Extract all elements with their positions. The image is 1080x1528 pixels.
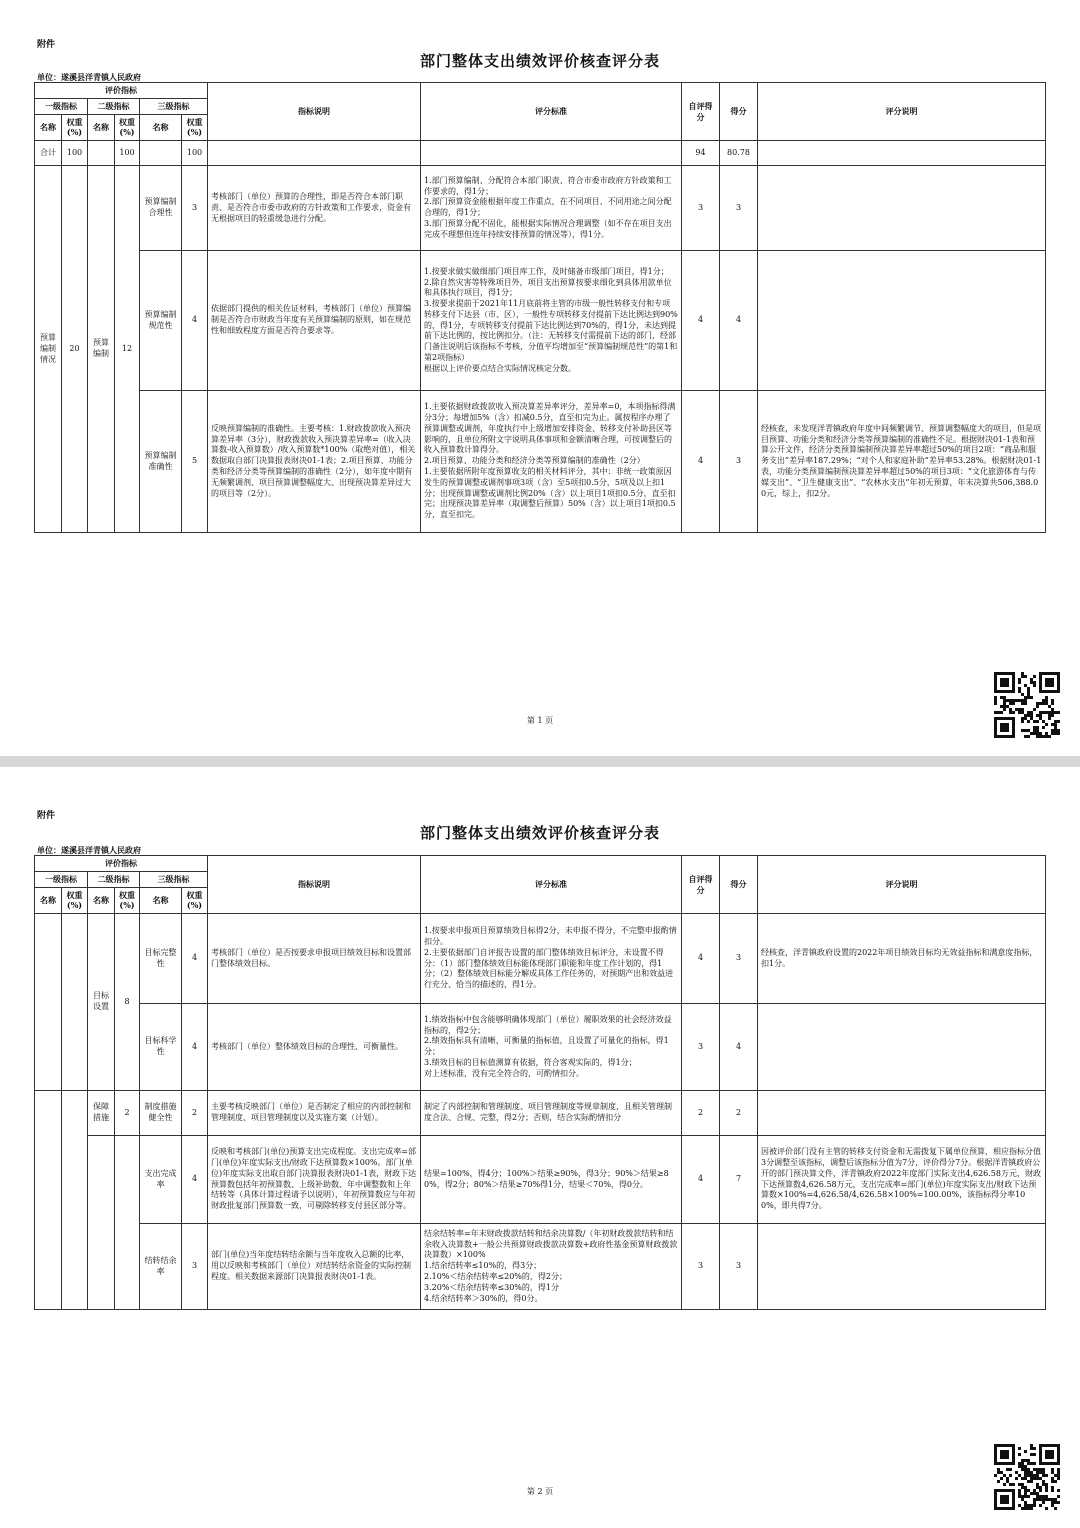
l3-weight: 4	[182, 251, 208, 391]
attachment-label: 附件	[37, 40, 56, 50]
header-level2: 二级指标	[88, 871, 140, 887]
l3-name: 制度措施健全性	[140, 1091, 182, 1136]
indicator-desc: 反映预算编制的准确性。主要考核：1.财政拨款收入预决算差异率（3分），财政拨款收入预决算差异率=（收入决算数-收入预算数）/收入预算数*100%（取绝对值），相关数据取自部门决算报表财决01-1表；2.项目预算、功能分类和经济分类等预算编制的准确性（2分），如年度中期有无频繁调剂、项目预算调整幅度大、出现预决算差异过大的项目等（2分）。	[208, 391, 421, 533]
table-row	[35, 1091, 1046, 1136]
l3-weight: 5	[182, 391, 208, 533]
self-score: 2	[682, 1091, 720, 1136]
header-weight: 权重(%)	[115, 114, 140, 141]
score: 2	[720, 1091, 758, 1136]
unit-label: 单位：遂溪县洋青镇人民政府	[37, 845, 141, 855]
l3-name: 预算编制准确性	[140, 391, 182, 533]
score: 4	[720, 1004, 758, 1091]
unit-label: 单位：遂溪县洋青镇人民政府	[37, 72, 141, 82]
l3-name: 预算编制规范性	[140, 251, 182, 391]
header-level1: 一级指标	[35, 871, 88, 887]
header-eval-index: 评价指标	[35, 83, 208, 99]
header-standard: 评分标准	[421, 856, 682, 914]
header-desc: 指标说明	[208, 83, 421, 141]
score: 3	[720, 391, 758, 533]
header-score: 得分	[720, 83, 758, 141]
header-weight: 权重(%)	[182, 887, 208, 914]
indicator-desc: 考核部门（单位）整体绩效目标的合理性、可衡量性。	[208, 1004, 421, 1091]
header-weight: 权重(%)	[62, 114, 88, 141]
table-row	[35, 391, 1046, 533]
total-row	[35, 141, 1046, 166]
l3-weight: 4	[182, 914, 208, 1004]
l3-weight: 4	[182, 1004, 208, 1091]
table-row	[35, 1224, 1046, 1310]
l2-weight: 12	[115, 166, 140, 533]
scoring-standard: 1.按要求申报项目预算绩效目标得2分，未申报不得分，不完整申报酌情扣分。 2.主要依据部门自评报告设置的部门整体绩效目标评分，未设置不得分：（1）部门整体绩效目标能体现部门职能和年度工作计划的，得1分；（2）整体绩效目标能分解成具体工作任务的，对预期产出和效益进行充分、恰当的描述的，得1分。	[421, 914, 682, 1004]
indicator-desc: 考核部门（单位）是否按要求申报项目绩效目标和设置部门整体绩效目标。	[208, 914, 421, 1004]
page-1	[0, 0, 1080, 756]
header-name: 名称	[88, 114, 115, 141]
header-name: 名称	[88, 887, 115, 914]
scoring-standard: 结余结转率=年末财政拨款结转和结余决算数/（年初财政拨款结转和结余收入决算数+一般公共预算财政拨款决算数+政府性基金预算财政拨款决算数）×100% 1.结余结转率≤10%的，得3分； 2.10%＜结余结转率≤20%的，得2分； 3.20%＜结余结转率≤30%的，得1分 4.结余结转率＞30%的，得0分。	[421, 1224, 682, 1310]
self-score: 3	[682, 1004, 720, 1091]
attachment-label: 附件	[37, 811, 56, 821]
self-score: 4	[682, 251, 720, 391]
l3-name: 结转结余率	[140, 1224, 182, 1310]
table-row	[35, 1136, 1046, 1224]
header-level3: 三级指标	[140, 98, 208, 114]
header-weight: 权重(%)	[62, 887, 88, 914]
page-number: 第 2 页	[526, 1487, 554, 1496]
qr-code	[994, 672, 1060, 738]
header-standard: 评分标准	[421, 83, 682, 141]
score: 3	[720, 914, 758, 1004]
self-score: 3	[682, 166, 720, 251]
table-row	[35, 166, 1046, 251]
score-note	[758, 251, 1046, 391]
header-self-score: 自评得分	[682, 856, 720, 914]
score-table	[34, 855, 1046, 1310]
scoring-standard: 1.主要依据财政拨款收入预决算差异率评分，差异率=0，本项指标得满分3分；每增加5%（含）扣减0.5分，直至扣完为止。属按程序办理了预算调整或调剂，年度执行中上级增加安排资金、转移支付补助县区等影响的，且单位所附文字说明具体事项和金额清晰合理，可按调整后的收入预算数计算得分。 2.项目预算、功能分类和经济分类等预算编制的准确性（2分） 1.主要依据所附年度预算收支的相关材料评分，其中：非统一政策原因发生的预算调整或调剂事项3项（含）至5项扣0.5分，5项及以上扣1分；出现预算调整或调剂比例20%（含）以上项目1项扣0.5分，直至扣完；出现预决算差异率（取调整后预算）50%（含）以上项目1项扣0.5分，直至扣完。	[421, 391, 682, 533]
score-table	[34, 82, 1046, 533]
indicator-desc: 反映和考核部门(单位)预算支出完成程度。支出完成率=部门(单位)年度实际支出/财政下达预算数×100%。部门(单位)年度实际支出取自部门决算报表财决01-1表，财政下达预算数包括年初预算数、上级补助数、年中调整数和上年结转等（具体计算过程请予以说明），年初预算数应与年初财政批复部门预算数一致，可剔除转移支付县区部分等。	[208, 1136, 421, 1224]
score: 3	[720, 1224, 758, 1310]
header-weight: 权重(%)	[115, 887, 140, 914]
table-row	[35, 251, 1046, 391]
indicator-desc: 部门(单位)当年度结转结余额与当年度收入总额的比率，用以反映和考核部门（单位）对结转结余资金的实际控制程度。相关数据来源部门决算报表财决01-1表。	[208, 1224, 421, 1310]
header-name: 名称	[35, 114, 62, 141]
total-w2: 100	[115, 141, 140, 166]
indicator-desc: 依据部门提供的相关佐证材料，考核部门（单位）预算编制是否符合市财政当年度有关预算编制的原则，如在规范性和细致程度方面是否符合要求等。	[208, 251, 421, 391]
l3-weight: 3	[182, 166, 208, 251]
self-score: 4	[682, 914, 720, 1004]
score-note: 因被评价部门没有主管的转移支付资金和无需拨复下属单位预算，相应指标分值3分调整至该指标，调整后该指标分值为7分，评价得分7分。根据洋青镇政府公开的部门预决算文件，洋青镇政府2022年度部门实际支出4,626.58万元，财政下达预算数4,626.58万元，支出完成率=部门(单位)年度实际支出/财政下达预算数×100%=4,626.58/4,626.58×100%=100.00%，该指标得分率100%，即共得7分。	[758, 1136, 1046, 1224]
l3-weight: 4	[182, 1136, 208, 1224]
l1-name: 预算编制情况	[35, 166, 62, 533]
header-note: 评分说明	[758, 856, 1046, 914]
header-level1: 一级指标	[35, 98, 88, 114]
l3-weight: 3	[182, 1224, 208, 1310]
qr-code	[994, 1444, 1060, 1510]
scoring-standard: 制定了内部控制和管理制度、项目管理制度等规章制度，且相关管理制度合法、合规、完整，得2分；否则，结合实际酌情扣分	[421, 1091, 682, 1136]
header-note: 评分说明	[758, 83, 1046, 141]
self-score: 4	[682, 391, 720, 533]
total-score: 80.78	[720, 141, 758, 166]
total-label: 合计	[35, 141, 62, 166]
l2-weight: 2	[115, 1091, 140, 1136]
table-row	[35, 1004, 1046, 1091]
l2-name: 保障措施	[88, 1091, 115, 1136]
page-separator	[0, 756, 1080, 767]
table-row	[35, 914, 1046, 1004]
scoring-standard: 1.按要求做实做细部门项目库工作，及时储备市级部门项目，得1分； 2.除自然灾害等特殊项目外，项目支出预算按要求细化到具体用款单位和具体执行项目，得1分； 3.按要求提前于2021年11月底前将主管的市级一般性转移支付和专项转移支付下达县（市、区），一般性专项转移支付提前下达比例达到90%的，得1分，专项转移支付提前下达比例达到70%的，得1分，未达到提前下达比例的，按比例扣分。（注：无转移支付需提前下达的部门，经部门备注说明后该指标不考核，分值平均增加至“预算编制规范性”的第1和第2项指标） 根据以上评价要点结合实际情况核定分数。	[421, 251, 682, 391]
page-title: 部门整体支出绩效评价核查评分表	[419, 52, 660, 70]
l3-name: 支出完成率	[140, 1136, 182, 1224]
header-level2: 二级指标	[88, 98, 140, 114]
l3-name: 目标科学性	[140, 1004, 182, 1091]
l2-name: 目标设置	[88, 914, 115, 1091]
header-level3: 三级指标	[140, 871, 208, 887]
header-desc: 指标说明	[208, 856, 421, 914]
score: 3	[720, 166, 758, 251]
score-note	[758, 166, 1046, 251]
total-w1: 100	[62, 141, 88, 166]
score: 4	[720, 251, 758, 391]
indicator-desc: 考核部门（单位）预算的合理性，即是否符合本部门职责、是否符合市委市政府的方针政策和工作要求，资金有无根据项目的轻重缓急进行分配。	[208, 166, 421, 251]
score-note: 经核查，未发现洋青镇政府年度中间频繁调节、预算调整幅度大的项目，但是项目预算、功能分类和经济分类等预算编制的准确性不足。根据财决01-1表和预算公开文件，经济分类预算编制预决算差异率超过50%的项目2项：“商品和服务支出”差异率187.29%；“对个人和家庭补助”差异率53.28%。根据财决01-1表，功能分类预算编制预决算差异率超过50%的项目3项：“文化旅游体育与传媒支出”、“卫生健康支出”、“农林水支出”年初无预算，年末决算共506,388.00元，综上，扣2分。	[758, 391, 1046, 533]
header-name: 名称	[140, 887, 182, 914]
header-weight: 权重(%)	[182, 114, 208, 141]
self-score: 4	[682, 1136, 720, 1224]
header-name: 名称	[140, 114, 182, 141]
scoring-standard: 1.绩效指标中包含能够明确体现部门（单位）履职效果的社会经济效益指标的，得2分； 2.绩效指标具有清晰、可衡量的指标值，且设置了可量化的指标，得1分； 3.绩效目标的目标值测算有依据，符合客观实际的，得1分； 对上述标准，没有完全符合的，可酌情扣分。	[421, 1004, 682, 1091]
indicator-desc: 主要考核反映部门（单位）是否制定了相应的内部控制和管理制度、项目管理制度以及实施方案（计划）。	[208, 1091, 421, 1136]
total-self-score: 94	[682, 141, 720, 166]
scoring-standard: 结果=100%，得4分；100%＞结果≥90%，得3分；90%＞结果≥80%，得2分；80%＞结果≥70%得1分，结果＜70%，得0分。	[421, 1136, 682, 1224]
l2-weight: 8	[115, 914, 140, 1091]
score-note	[758, 1091, 1046, 1136]
score-note	[758, 1004, 1046, 1091]
header-name: 名称	[35, 887, 62, 914]
score-note	[758, 1224, 1046, 1310]
l3-weight: 2	[182, 1091, 208, 1136]
score-note: 经核查，洋青镇政府设置的2022年项目绩效目标均无效益指标和满意度指标，扣1分。	[758, 914, 1046, 1004]
l2-name: 预算编制	[88, 166, 115, 533]
l3-name: 预算编制合理性	[140, 166, 182, 251]
total-w3: 100	[182, 141, 208, 166]
score: 7	[720, 1136, 758, 1224]
scoring-standard: 1.部门预算编制、分配符合本部门职责、符合市委市政府方针政策和工作要求的，得1分； 2.部门预算资金能根据年度工作重点，在不同项目、不同用途之间分配合理的，得1分； 3.部门预算分配不固化，能根据实际情况合理调整（如不存在项目支出完成不理想但连年持续安排预算的情况等），得1分。	[421, 166, 682, 251]
header-self-score: 自评得分	[682, 83, 720, 141]
page-2	[0, 767, 1080, 1528]
page-number: 第 1 页	[526, 716, 554, 725]
l1-weight: 20	[62, 166, 88, 533]
header-eval-index: 评价指标	[35, 856, 208, 872]
page-title: 部门整体支出绩效评价核查评分表	[419, 824, 660, 842]
self-score: 3	[682, 1224, 720, 1310]
header-score: 得分	[720, 856, 758, 914]
l3-name: 目标完整性	[140, 914, 182, 1004]
